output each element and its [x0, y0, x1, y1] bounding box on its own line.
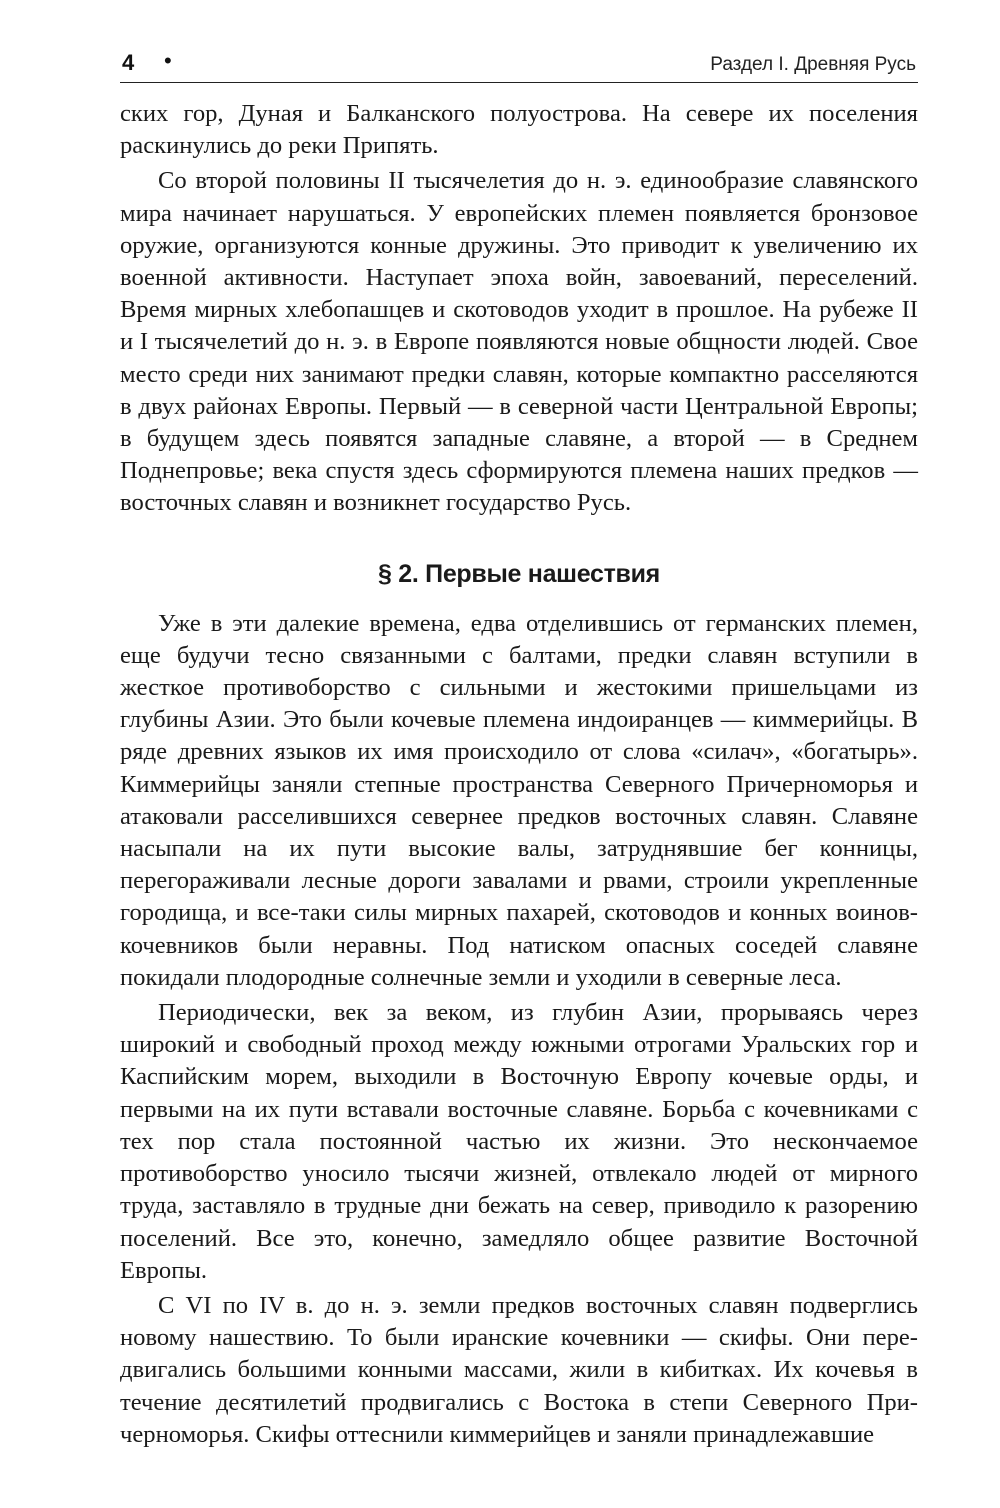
page-number: 4 [122, 50, 135, 75]
paragraph: Периодически, век за веком, из глубин Азии, прорываясь через широкий и свободный проход между южными отрогами Уральских гор и Каспийским морем, выходили в Восточную Европу кочевые орды, и первыми на их пути вставали восточные славяне. Борьба с кочевниками с тех пор стала постоянной частью их жизни. Это нескончаемое противоборство уносило тысячи жизней, отвлекало людей от мирного труда, заставляло в трудные дни бежать на север, приводило к разорению поселений. Все это, конечно, замедляло общее развитие Восточной Европы. [120, 999, 918, 1284]
running-header [120, 48, 918, 83]
running-section-title: Раздел I. Древняя Русь [710, 54, 916, 75]
paragraph: С VI по IV в. до н. э. земли предков восточных славян подверглись новому нашествию. То были иранские кочевники — скифы. Они передвигались большими конными массами, жили в кибитках. Их кочевья в течение десятилетий продвигались с Востока в степи Северного Причерноморья. Скифы оттеснили киммерийцев и заняли принадлежавшие [120, 1291, 918, 1448]
section-heading: § 2. Первые нашествия [378, 559, 660, 588]
paragraph-continued: ских гор, Дуная и Балканского полуострова. На севере их поселения раскинулись до реки Припять. [120, 100, 918, 160]
paragraph: Со второй половины II тысячелетия до н. э. единообразие славянского мира начинает нарушаться. У европейских племен появляется бронзовое оружие, организуются конные дружины. Это приводит к увеличению их военной активности. Наступает эпоха войн, завоеваний, переселений. Время мирных хлебопашцев и скотоводов уходит в прошлое. На рубеже II и I тысячелетий до н. э. в Европе появляются новые общности людей. Свое место среди них занимают предки славян, которые компактно расселяются в двух районах Европы. Первый — в северной части Центральной Европы; в будущем здесь появятся западные славяне, а второй — в Среднем Поднепровье; века спустя здесь сформируются племена наших предков — восточных славян и возникнет государство Русь. [120, 167, 918, 517]
body-text [120, 98, 918, 1451]
bullet-separator: • [164, 48, 172, 73]
paragraph: Уже в эти далекие времена, едва отделившись от германских племен, еще будучи тесно связанными с балтами, предки славян вступили в жесткое противоборство с сильными и жестокими пришельцами из глубины Азии. Это были кочевые племена индоиранцев — киммерийцы. В ряде древних языков их имя происходило от слова «силач», «богатырь». Киммерийцы заняли степные пространства Северного Причерноморья и атаковали расселившихся севернее предков восточных славян. Славяне насыпали на их пути высокие валы, затруднявшие бег конницы, перегораживали лесные дороги завалами и рвами, строили укрепленные городища, и все-таки силы мирных пахарей, скотоводов и конных воинов-кочевников были неравны. Под натиском опасных соседей славяне покидали плодородные солнечные земли и уходили в северные леса. [120, 609, 918, 991]
